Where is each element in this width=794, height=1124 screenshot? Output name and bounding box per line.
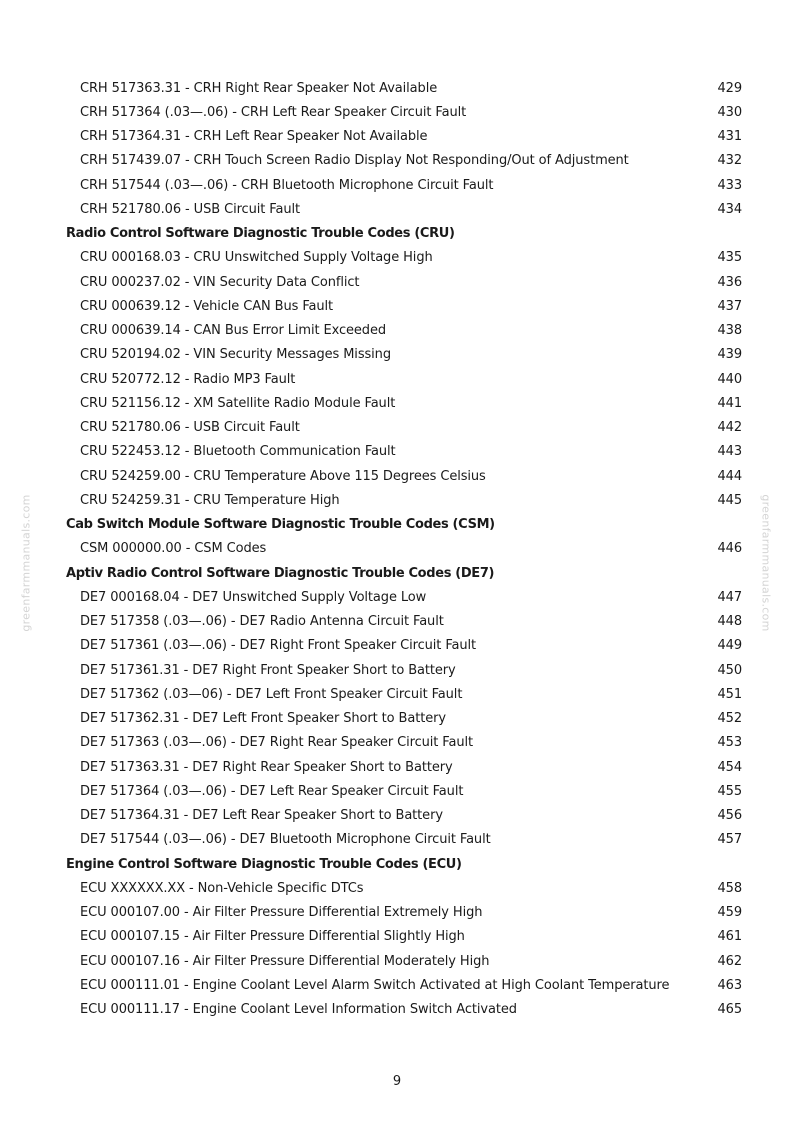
toc-entry[interactable] <box>66 173 742 197</box>
entry-title: CRU 000237.02 - VIN Security Data Conflict <box>80 274 360 290</box>
entry-page-number: 439 <box>717 347 742 363</box>
entry-page-number: 432 <box>717 153 742 169</box>
entry-page-number: 455 <box>717 783 742 799</box>
entry-page-number: 445 <box>717 492 742 508</box>
toc-entry[interactable] <box>66 876 742 900</box>
toc-entry[interactable] <box>66 949 742 973</box>
entry-page-number: 456 <box>717 808 742 824</box>
entry-title: ECU 000111.01 - Engine Coolant Level Alarm Switch Activated at High Coolant Temperature <box>80 977 670 993</box>
entry-page-number: 463 <box>717 977 742 993</box>
toc-entry[interactable] <box>66 197 742 221</box>
toc-entry[interactable] <box>66 610 742 634</box>
entry-title: DE7 517361.31 - DE7 Right Front Speaker Short to Battery <box>80 662 456 678</box>
entry-title: CRH 517363.31 - CRH Right Rear Speaker Not Available <box>80 80 438 96</box>
entry-title: CRH 517544 (.03—.06) - CRH Bluetooth Microphone Circuit Fault <box>80 177 494 193</box>
entry-title: DE7 517361 (.03—.06) - DE7 Right Front Speaker Circuit Fault <box>80 638 477 654</box>
toc-entry[interactable] <box>66 367 742 391</box>
entry-title: CRH 517364 (.03—.06) - CRH Left Rear Speaker Circuit Fault <box>80 104 467 120</box>
entry-title: CRU 000639.14 - CAN Bus Error Limit Exceeded <box>80 323 387 339</box>
entry-title: DE7 517363 (.03—.06) - DE7 Right Rear Speaker Circuit Fault <box>80 735 473 751</box>
entry-page-number: 450 <box>717 662 742 678</box>
entry-title: CRU 524259.00 - CRU Temperature Above 115 Degrees Celsius <box>80 468 486 484</box>
toc-entry[interactable] <box>66 319 742 343</box>
toc-entry[interactable] <box>66 391 742 415</box>
entry-page-number: 442 <box>717 420 742 436</box>
entry-page-number: 438 <box>717 323 742 339</box>
page-number: 9 <box>392 1074 402 1089</box>
section-title: Aptiv Radio Control Software Diagnostic Trouble Codes (DE7) <box>66 565 495 581</box>
entry-page-number: 454 <box>717 759 742 775</box>
toc-entry[interactable] <box>66 270 742 294</box>
entry-page-number: 441 <box>717 395 742 411</box>
toc-entry[interactable] <box>66 634 742 658</box>
toc-entry[interactable] <box>66 828 742 852</box>
entry-page-number: 440 <box>717 371 742 387</box>
entry-page-number: 448 <box>717 614 742 630</box>
section-title: Engine Control Software Diagnostic Trouble Codes (ECU) <box>66 856 462 872</box>
entry-title: CRU 520772.12 - Radio MP3 Fault <box>80 371 296 387</box>
toc-entry[interactable] <box>66 76 742 100</box>
toc-entry[interactable] <box>66 125 742 149</box>
entry-page-number: 436 <box>717 274 742 290</box>
toc-entry[interactable] <box>66 925 742 949</box>
toc-entry[interactable] <box>66 804 742 828</box>
entry-title: ECU 000111.17 - Engine Coolant Level Information Switch Activated <box>80 1002 517 1018</box>
entry-page-number: 443 <box>717 444 742 460</box>
entry-title: DE7 517544 (.03—.06) - DE7 Bluetooth Microphone Circuit Fault <box>80 832 491 848</box>
entry-page-number: 435 <box>717 250 742 266</box>
toc-entry[interactable] <box>66 537 742 561</box>
entry-title: DE7 517362 (.03—06) - DE7 Left Front Speaker Circuit Fault <box>80 686 463 702</box>
entry-page-number: 457 <box>717 832 742 848</box>
entry-title: ECU XXXXXX.XX - Non-Vehicle Specific DTCs <box>80 880 364 896</box>
toc-entry[interactable] <box>66 464 742 488</box>
entry-title: DE7 000168.04 - DE7 Unswitched Supply Voltage Low <box>80 589 427 605</box>
entry-title: CRH 521780.06 - USB Circuit Fault <box>80 201 300 217</box>
toc-entry[interactable] <box>66 488 742 512</box>
toc-entry[interactable] <box>66 585 742 609</box>
entry-page-number: 446 <box>717 541 742 557</box>
entry-title: ECU 000107.15 - Air Filter Pressure Differential Slightly High <box>80 929 465 945</box>
entry-page-number: 452 <box>717 711 742 727</box>
toc-entry[interactable] <box>66 416 742 440</box>
entry-title: CRU 524259.31 - CRU Temperature High <box>80 492 340 508</box>
entry-page-number: 465 <box>717 1002 742 1018</box>
entry-title: DE7 517364 (.03—.06) - DE7 Left Rear Speaker Circuit Fault <box>80 783 464 799</box>
toc-section-heading <box>66 561 742 585</box>
toc-entry[interactable] <box>66 731 742 755</box>
entry-title: DE7 517362.31 - DE7 Left Front Speaker Short to Battery <box>80 711 446 727</box>
watermark-right: greenfarmmanuals.com <box>759 494 773 632</box>
entry-title: CRU 520194.02 - VIN Security Messages Missing <box>80 347 391 363</box>
entry-title: CRH 517439.07 - CRH Touch Screen Radio Display Not Responding/Out of Adjustment <box>80 153 629 169</box>
section-title: Radio Control Software Diagnostic Trouble Codes (CRU) <box>66 226 455 242</box>
entry-page-number: 458 <box>717 880 742 896</box>
entry-page-number: 431 <box>717 129 742 145</box>
entry-title: DE7 517363.31 - DE7 Right Rear Speaker Short to Battery <box>80 759 453 775</box>
toc-section-heading <box>66 852 742 876</box>
entry-title: ECU 000107.00 - Air Filter Pressure Differential Extremely High <box>80 905 483 921</box>
toc-entry[interactable] <box>66 973 742 997</box>
entry-page-number: 437 <box>717 298 742 314</box>
toc-entry[interactable] <box>66 998 742 1022</box>
toc-entry[interactable] <box>66 682 742 706</box>
toc-entry[interactable] <box>66 755 742 779</box>
toc-entry[interactable] <box>66 707 742 731</box>
toc-section-heading <box>66 513 742 537</box>
toc-entry[interactable] <box>66 100 742 124</box>
entry-page-number: 453 <box>717 735 742 751</box>
entry-page-number: 451 <box>717 686 742 702</box>
entry-page-number: 444 <box>717 468 742 484</box>
toc-entry[interactable] <box>66 294 742 318</box>
toc-entry[interactable] <box>66 901 742 925</box>
entry-title: CRH 517364.31 - CRH Left Rear Speaker Not Available <box>80 129 428 145</box>
entry-title: ECU 000107.16 - Air Filter Pressure Differential Moderately High <box>80 953 490 969</box>
entry-title: CRU 521780.06 - USB Circuit Fault <box>80 420 300 436</box>
entry-page-number: 449 <box>717 638 742 654</box>
entry-page-number: 433 <box>717 177 742 193</box>
entry-page-number: 430 <box>717 104 742 120</box>
entry-title: CRU 000639.12 - Vehicle CAN Bus Fault <box>80 298 334 314</box>
entry-title: DE7 517364.31 - DE7 Left Rear Speaker Short to Battery <box>80 808 443 824</box>
watermark-left: greenfarmmanuals.com <box>19 494 33 632</box>
entry-page-number: 459 <box>717 905 742 921</box>
toc-entry[interactable] <box>66 343 742 367</box>
toc-entry[interactable] <box>66 658 742 682</box>
entry-page-number: 462 <box>717 953 742 969</box>
entry-page-number: 461 <box>717 929 742 945</box>
toc-section-heading <box>66 222 742 246</box>
toc-entry[interactable] <box>66 149 742 173</box>
section-title: Cab Switch Module Software Diagnostic Trouble Codes (CSM) <box>66 517 495 533</box>
entry-page-number: 434 <box>717 201 742 217</box>
entry-title: CRU 522453.12 - Bluetooth Communication Fault <box>80 444 396 460</box>
entry-title: CRU 521156.12 - XM Satellite Radio Module Fault <box>80 395 396 411</box>
toc-entry[interactable] <box>66 246 742 270</box>
table-of-contents <box>66 76 742 1022</box>
entry-page-number: 447 <box>717 589 742 605</box>
entry-page-number: 429 <box>717 80 742 96</box>
toc-entry[interactable] <box>66 779 742 803</box>
toc-entry[interactable] <box>66 440 742 464</box>
entry-title: CSM 000000.00 - CSM Codes <box>80 541 267 557</box>
entry-title: DE7 517358 (.03—.06) - DE7 Radio Antenna Circuit Fault <box>80 614 444 630</box>
entry-title: CRU 000168.03 - CRU Unswitched Supply Voltage High <box>80 250 433 266</box>
